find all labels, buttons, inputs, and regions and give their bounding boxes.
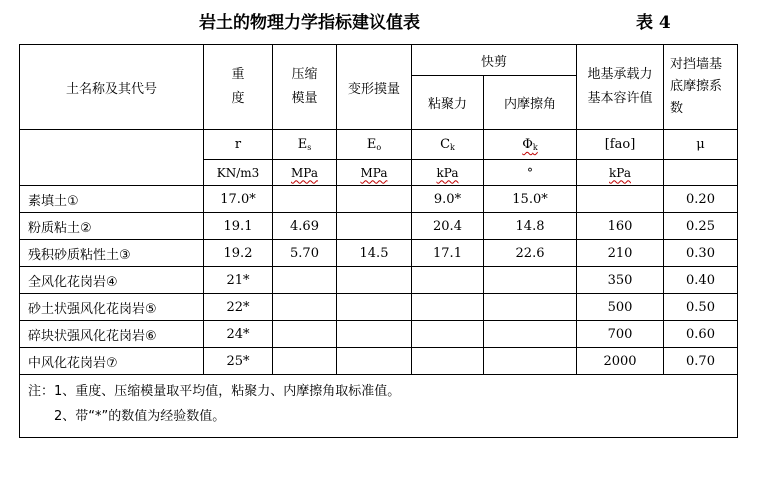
header-compress: 压缩 模量 [273,45,337,130]
cell-friction: 15.0* [484,186,577,213]
cell-name: 全风化花岗岩④ [20,267,204,294]
unit-cohesion: kPa [412,160,484,186]
cell-bearing: 350 [577,267,664,294]
cell-deform [337,267,412,294]
cell-weight: 17.0* [204,186,273,213]
note-2: 2、带“*”的数值为经验数值。 [54,409,226,424]
cell-wall: 0.40 [664,267,738,294]
cell-name: 中风化花岗岩⑦ [20,348,204,375]
cell-name: 碎块状强风化花岗岩⑥ [20,321,204,348]
table-title: 岩土的物理力学指标建议值表 [199,13,420,33]
header-deform: 变形摸量 [337,45,412,130]
cell-deform [337,186,412,213]
cell-bearing: 210 [577,240,664,267]
cell-weight: 19.2 [204,240,273,267]
header-weight: 重 度 [204,45,273,130]
header-friction: 内摩擦角 [484,76,577,130]
note-1: 注：1、重度、压缩模量取平均值，粘聚力、内摩擦角取标准值。 [28,384,401,399]
cell-bearing: 700 [577,321,664,348]
header-shear: 快剪 [412,45,577,76]
unit-friction: ° [484,160,577,186]
cell-deform [337,321,412,348]
cell-deform [337,294,412,321]
table-number: 表 4 [636,13,671,33]
cell-compress [273,294,337,321]
symbol-friction: $\Phi_k$ [484,130,577,160]
cell-friction [484,348,577,375]
cell-weight: 21* [204,267,273,294]
cell-bearing [577,186,664,213]
cell-cohesion [412,294,484,321]
cell-name: 素填土① [20,186,204,213]
cell-cohesion: 17.1 [412,240,484,267]
symbol-weight: r [204,130,273,160]
cell-friction [484,267,577,294]
symbol-cohesion: $C_k$ [412,130,484,160]
cell-weight: 24* [204,321,273,348]
cell-compress: 5.70 [273,240,337,267]
cell-wall: 0.60 [664,321,738,348]
cell-compress [273,267,337,294]
table-row [20,267,738,294]
cell-cohesion: 20.4 [412,213,484,240]
cell-cohesion [412,348,484,375]
cell-bearing: 2000 [577,348,664,375]
cell-compress [273,186,337,213]
header-wall-friction: 对挡墙基 底摩擦系 数 [664,45,738,130]
cell-name: 砂土状强风化花岗岩⑤ [20,294,204,321]
unit-weight: KN/m3 [204,160,273,186]
cell-deform [337,213,412,240]
cell-cohesion [412,321,484,348]
cell-compress: 4.69 [273,213,337,240]
title-row [0,0,760,40]
header-bearing: 地基承载力 基本容许值 [577,45,664,130]
header-name-span [20,130,204,186]
cell-weight: 19.1 [204,213,273,240]
cell-deform [337,348,412,375]
symbol-bearing: [fao] [577,130,664,160]
symbol-compress: $E_s$ [273,130,337,160]
unit-bearing: kPa [577,160,664,186]
cell-wall: 0.30 [664,240,738,267]
header-cohesion: 粘聚力 [412,76,484,130]
cell-friction: 22.6 [484,240,577,267]
cell-cohesion: 9.0* [412,186,484,213]
unit-wall [664,160,738,186]
table-row [20,186,738,213]
cell-weight: 22* [204,294,273,321]
table-notes [20,375,738,438]
cell-wall: 0.25 [664,213,738,240]
table-row [20,348,738,375]
table-row [20,240,738,267]
unit-deform: MPa [337,160,412,186]
cell-deform: 14.5 [337,240,412,267]
cell-cohesion [412,267,484,294]
cell-name: 残积砂质粘性土③ [20,240,204,267]
cell-compress [273,321,337,348]
cell-friction [484,321,577,348]
cell-name: 粉质粘土② [20,213,204,240]
cell-wall: 0.50 [664,294,738,321]
table-row [20,321,738,348]
soil-properties-table [19,44,738,438]
header-name: 土名称及其代号 [20,45,204,130]
cell-wall: 0.70 [664,348,738,375]
table-row [20,294,738,321]
cell-weight: 25* [204,348,273,375]
cell-wall: 0.20 [664,186,738,213]
symbol-wall: μ [664,130,738,160]
cell-friction: 14.8 [484,213,577,240]
cell-bearing: 500 [577,294,664,321]
symbol-deform: $E_o$ [337,130,412,160]
table-row [20,213,738,240]
unit-compress: MPa [273,160,337,186]
cell-friction [484,294,577,321]
cell-bearing: 160 [577,213,664,240]
cell-compress [273,348,337,375]
